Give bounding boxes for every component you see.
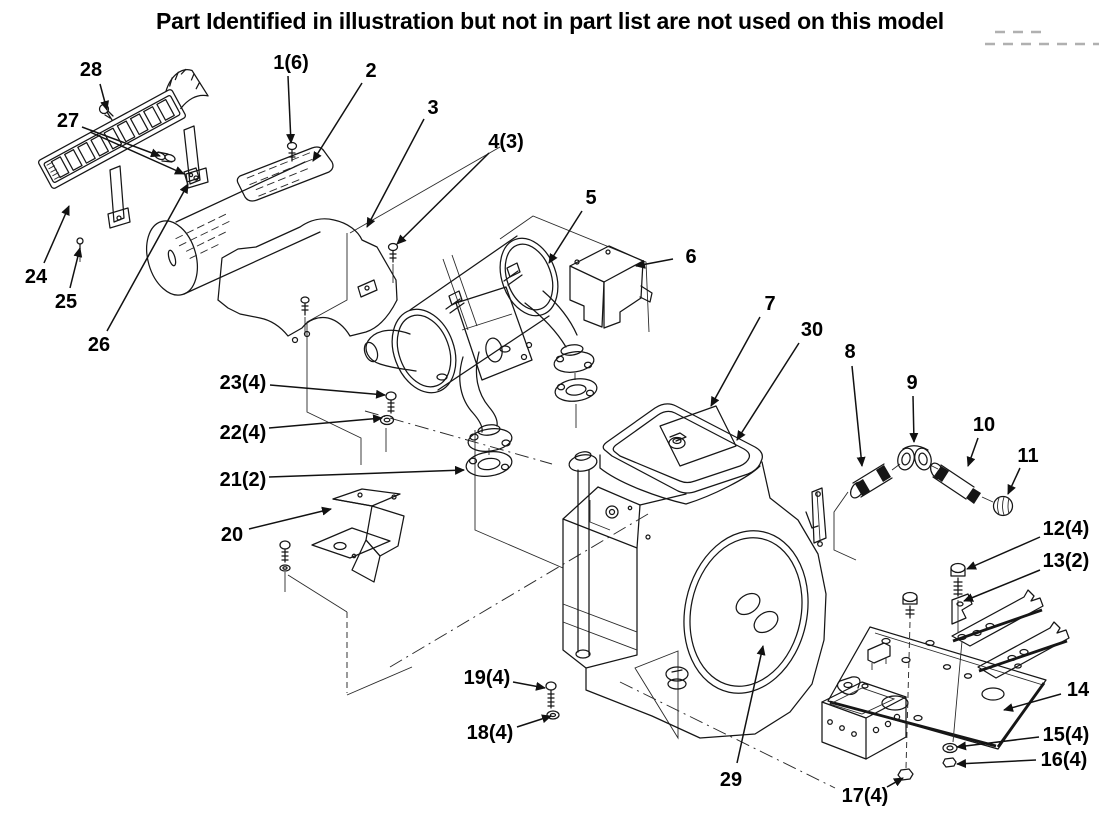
callout-10 xyxy=(968,414,995,466)
part-number-label: 9 xyxy=(906,372,918,394)
part-number-label: 11 xyxy=(1017,445,1039,467)
part-number-label: 12(4) xyxy=(1042,518,1090,540)
scan-artifact-dashes xyxy=(985,32,1099,44)
callout-21(2) xyxy=(220,469,464,491)
part-number-label: 15(4) xyxy=(1042,724,1090,746)
callout-26 xyxy=(88,184,188,356)
deflector-bracket xyxy=(280,489,404,582)
part-number-label: 27 xyxy=(56,110,80,132)
part-number-label: 4(3) xyxy=(488,131,524,153)
callout-17(4) xyxy=(842,778,903,807)
part-number-label: 3 xyxy=(427,97,439,119)
callout-22(4) xyxy=(220,418,382,444)
callout-16(4) xyxy=(957,749,1087,771)
oil-fill-tube xyxy=(578,470,589,655)
callout-8 xyxy=(844,341,862,466)
callout-29 xyxy=(720,646,763,791)
part-number-label: 26 xyxy=(87,334,111,356)
part-number-label: 1(6) xyxy=(273,52,309,74)
part-number-label: 25 xyxy=(54,291,78,313)
callout-6 xyxy=(636,246,697,268)
part-number-label: 6 xyxy=(685,246,697,268)
blower-housing-drum xyxy=(138,162,320,301)
callout-9 xyxy=(906,372,917,442)
part-number-label: 5 xyxy=(585,187,597,209)
callout-28 xyxy=(80,59,107,110)
callout-1(6) xyxy=(273,52,309,143)
flywheel-screen xyxy=(669,519,822,705)
mounting-plate-assembly xyxy=(822,564,1069,781)
part-number-label: 7 xyxy=(764,293,776,315)
part-number-label: 16(4) xyxy=(1040,749,1088,771)
callout-14 xyxy=(1004,679,1090,710)
part-number-label: 20 xyxy=(220,524,244,546)
part-number-label: 2 xyxy=(365,60,377,82)
callout-7 xyxy=(711,293,776,406)
muffler-fasteners xyxy=(381,392,397,425)
part-number-label: 24 xyxy=(24,266,48,288)
engine xyxy=(563,404,826,738)
part-number-label: 13(2) xyxy=(1042,550,1090,572)
part-number-label: 30 xyxy=(800,319,824,341)
part-number-label: 17(4) xyxy=(841,785,889,807)
part-number-label: 19(4) xyxy=(463,667,511,689)
callout-11 xyxy=(1008,445,1039,494)
part-number-label: 22(4) xyxy=(219,422,267,444)
exhaust-cover xyxy=(570,246,652,328)
engine-mount-bolts xyxy=(546,682,559,719)
part-number-label: 21(2) xyxy=(219,469,267,491)
callout-layer xyxy=(25,52,1090,807)
part-number-label: 29 xyxy=(719,769,743,791)
callout-20 xyxy=(221,509,331,546)
part-number-label: 28 xyxy=(79,59,103,81)
callout-30 xyxy=(737,319,823,440)
callout-23(4) xyxy=(220,372,385,395)
phantom-outline-lines xyxy=(80,147,856,788)
part-number-label: 14 xyxy=(1066,679,1090,701)
page-title: Part Identified in illustration but not in part list are not used on this model xyxy=(156,8,944,34)
part-number-label: 8 xyxy=(844,341,856,363)
part-number-label: 10 xyxy=(972,414,996,436)
callout-4(3) xyxy=(397,131,524,244)
exhaust-pipes-and-gaskets xyxy=(460,291,599,479)
fuel-line-parts xyxy=(848,446,1013,516)
callout-19(4) xyxy=(464,667,545,689)
callout-24 xyxy=(25,206,69,288)
part-number-label: 18(4) xyxy=(466,722,514,744)
part-number-label: 23(4) xyxy=(219,372,267,394)
callout-3 xyxy=(367,97,439,227)
callout-25 xyxy=(55,248,80,313)
callout-18(4) xyxy=(467,716,551,744)
callout-2 xyxy=(313,60,377,161)
